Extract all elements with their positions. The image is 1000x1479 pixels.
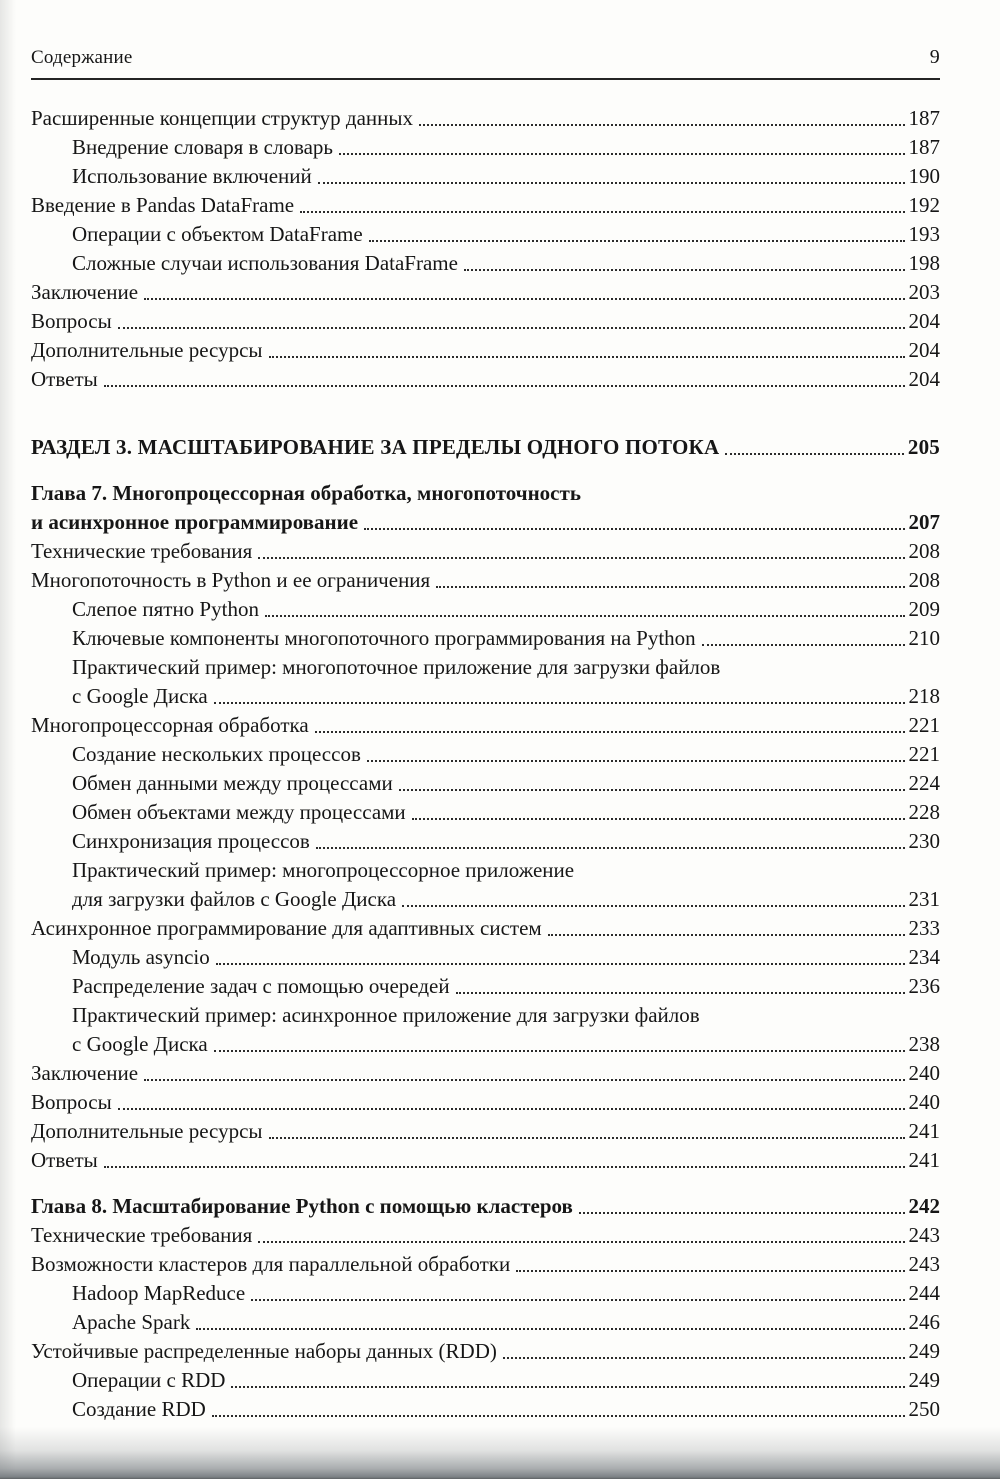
entry-title: Вопросы [31,309,112,333]
dot-leader [258,1241,904,1243]
entry-page-number: 230 [908,829,940,853]
toc-entry-line [31,566,940,595]
page-header [31,46,940,80]
entry-page-number: 187 [908,106,940,130]
entry-title: Введение в Pandas DataFrame [31,193,295,217]
toc-entry-line [31,711,940,740]
toc-entry [31,307,940,336]
toc-entry-line [72,827,940,856]
entry-page-number: 238 [908,1032,940,1056]
page-header-title: Содержание [31,47,133,68]
toc-entry-line [31,336,940,365]
toc-entry-line [31,479,940,508]
toc-entry [31,220,940,249]
entry-page-number: 209 [908,597,940,621]
dot-leader [369,240,905,242]
toc-entry-line [72,653,940,682]
entry-page-number: 240 [908,1090,940,1114]
dot-leader [516,1270,904,1272]
entry-title: Многопроцессорная обработка [31,713,309,737]
dot-leader [579,1212,905,1214]
toc-entry [31,711,940,740]
dot-leader [464,269,905,271]
entry-title: Устойчивые распределенные наборы данных (RDD) [31,1339,497,1363]
toc-entry [31,1146,940,1175]
toc-entry [31,1308,940,1337]
toc-entry-line [31,1192,940,1221]
toc-entry-line [72,856,940,885]
entry-page-number: 249 [908,1368,940,1392]
entry-title: Сложные случаи использования DataFrame [72,251,458,275]
toc-entry-line [31,365,940,394]
entry-page-number: 205 [907,435,940,459]
entry-page-number: 192 [908,193,940,217]
toc-entry [31,1337,940,1366]
entry-title: Практический пример: многопоточное приложение для загрузки файлов [72,655,721,679]
toc-entry-line [31,1337,940,1366]
entry-page-number: 250 [908,1397,940,1421]
entry-title: Использование включений [72,164,312,188]
toc-entry-line [31,191,940,220]
entry-page-number: 193 [908,222,940,246]
entry-title: Заключение [31,280,139,304]
entry-page-number: 241 [908,1148,940,1172]
dot-leader [104,1166,905,1168]
toc-entry [31,1059,940,1088]
scan-shadow [0,1427,1000,1479]
toc-entry [31,479,940,537]
entry-page-number: 242 [908,1194,940,1218]
toc-entry [31,769,940,798]
toc-entry [31,1192,940,1221]
toc-entry [31,1088,940,1117]
entry-title: Распределение задач с помощью очередей [72,974,450,998]
dot-leader [548,934,905,936]
entry-page-number: 241 [908,1119,940,1143]
entry-page-number: 208 [908,539,940,563]
toc-entry [31,133,940,162]
toc-entry [31,566,940,595]
toc-entry-line [72,162,940,191]
entry-page-number: 208 [908,568,940,592]
toc-entry-line [72,682,940,711]
entry-page-number: 240 [908,1061,940,1085]
dot-leader [214,702,905,704]
entry-title: Технические требования [31,539,253,563]
dot-leader [216,963,905,965]
toc-entry-line [72,943,940,972]
dot-leader [725,453,904,455]
dot-leader [214,1050,905,1052]
dot-leader [318,182,905,184]
table-of-contents [31,104,940,1424]
dot-leader [315,731,905,733]
entry-title: Глава 8. Масштабирование Python с помощью кластеров [31,1194,573,1218]
toc-entry [31,798,940,827]
toc-entry [31,433,940,462]
entry-title: Слепое пятно Python [72,597,259,621]
toc-entry-line [31,104,940,133]
dot-leader [265,615,905,617]
toc-entry-line [72,1395,940,1424]
dot-leader [702,644,905,646]
entry-page-number: 228 [908,800,940,824]
toc-entry [31,278,940,307]
toc-entry [31,914,940,943]
entry-page-number: 190 [908,164,940,188]
dot-leader [300,211,904,213]
entry-page-number: 243 [908,1252,940,1276]
entry-title: Hadoop MapReduce [72,1281,246,1305]
entry-title: РАЗДЕЛ 3. МАСШТАБИРОВАНИЕ ЗА ПРЕДЕЛЫ ОДНОГО ПОТОКА [31,435,720,459]
entry-title: Глава 7. Многопроцессорная обработка, многопоточность [31,481,581,505]
entry-title: Заключение [31,1061,139,1085]
toc-entry-line [72,220,940,249]
toc-entry [31,1279,940,1308]
dot-leader [316,847,905,849]
dot-leader [436,586,904,588]
entry-title: Создание RDD [72,1397,206,1421]
toc-entry [31,1366,940,1395]
toc-entry-line [72,1308,940,1337]
toc-entry [31,1221,940,1250]
entry-page-number: 204 [908,338,940,362]
toc-entry-line [72,1001,940,1030]
entry-page-number: 249 [908,1339,940,1363]
entry-title: Модуль asyncio [72,945,210,969]
dot-leader [144,1079,904,1081]
toc-entry [31,624,940,653]
toc-entry-line [72,1366,940,1395]
dot-leader [269,1137,905,1139]
dot-leader [456,992,905,994]
entry-title: Синхронизация процессов [72,829,310,853]
entry-title: Асинхронное программирование для адаптивных систем [31,916,542,940]
dot-leader [399,789,905,791]
dot-leader [402,905,904,907]
toc-entry-line [31,1146,940,1175]
toc-entry [31,856,940,914]
entry-page-number: 221 [908,713,940,737]
entry-page-number: 207 [908,510,940,534]
entry-title: Операции с RDD [72,1368,226,1392]
entry-page-number: 244 [908,1281,940,1305]
toc-entry-line [31,537,940,566]
toc-entry [31,943,940,972]
toc-entry-line [72,798,940,827]
dot-leader [231,1386,904,1388]
toc-entry-line [31,914,940,943]
entry-title: Обмен объектами между процессами [72,800,406,824]
dot-leader [118,1108,905,1110]
dot-leader [212,1415,905,1417]
entry-page-number: 203 [908,280,940,304]
entry-title: с Google Диска [72,1032,208,1056]
toc-entry-line [72,624,940,653]
entry-title: Дополнительные ресурсы [31,338,263,362]
toc-entry [31,595,940,624]
dot-leader [104,385,905,387]
entry-title: Ключевые компоненты многопоточного программирования на Python [72,626,696,650]
header-page-number: 9 [929,46,940,68]
entry-title: для загрузки файлов с Google Диска [72,887,397,911]
entry-page-number: 210 [908,626,940,650]
entry-title: Практический пример: многопроцессорное приложение [72,858,575,882]
entry-title: с Google Диска [72,684,208,708]
entry-page-number: 234 [908,945,940,969]
toc-entry-line [72,769,940,798]
dot-leader [412,818,905,820]
entry-title: Практический пример: асинхронное приложение для загрузки файлов [72,1003,700,1027]
toc-entry [31,365,940,394]
dot-leader [118,327,905,329]
toc-entry [31,249,940,278]
entry-title: Обмен данными между процессами [72,771,393,795]
toc-entry-line [72,595,940,624]
toc-entry [31,162,940,191]
entry-page-number: 236 [908,974,940,998]
dot-leader [367,760,905,762]
dot-leader [503,1357,905,1359]
entry-title: Внедрение словаря в словарь [72,135,334,159]
toc-entry-line [31,1088,940,1117]
entry-title: Многопоточность в Python и ее ограничения [31,568,431,592]
toc-entry [31,972,940,1001]
toc-entry [31,537,940,566]
dot-leader [251,1299,904,1301]
entry-title: Возможности кластеров для параллельной обработки [31,1252,511,1276]
toc-entry [31,827,940,856]
toc-entry-line [31,1221,940,1250]
entry-title: Apache Spark [72,1310,191,1334]
entry-page-number: 221 [908,742,940,766]
dot-leader [364,528,904,530]
toc-entry-line [31,1117,940,1146]
toc-entry-line [72,249,940,278]
toc-entry-line [72,972,940,1001]
toc-entry-line [31,278,940,307]
entry-page-number: 224 [908,771,940,795]
entry-title: Создание нескольких процессов [72,742,361,766]
entry-page-number: 243 [908,1223,940,1247]
toc-entry-line [31,1250,940,1279]
entry-page-number: 218 [908,684,940,708]
dot-leader [269,356,905,358]
entry-title: Операции с объектом DataFrame [72,222,363,246]
toc-entry [31,740,940,769]
toc-entry-line [72,133,940,162]
entry-page-number: 198 [908,251,940,275]
entry-title: Вопросы [31,1090,112,1114]
toc-entry-line [31,433,940,462]
dot-leader [339,153,904,155]
toc-entry-line [72,1030,940,1059]
toc-entry [31,1395,940,1424]
toc-entry [31,1001,940,1059]
entry-title: Ответы [31,1148,98,1172]
toc-entry-line [31,307,940,336]
entry-title: и асинхронное программирование [31,510,359,534]
entry-page-number: 204 [908,309,940,333]
entry-title: Технические требования [31,1223,253,1247]
toc-entry-line [31,508,940,537]
toc-entry-line [72,740,940,769]
entry-page-number: 231 [908,887,940,911]
toc-entry [31,1250,940,1279]
toc-entry [31,653,940,711]
toc-entry [31,104,940,133]
toc-entry-line [72,1279,940,1308]
entry-page-number: 246 [908,1310,940,1334]
entry-title: Расширенные концепции структур данных [31,106,413,130]
entry-title: Ответы [31,367,98,391]
entry-page-number: 233 [908,916,940,940]
toc-entry-line [31,1059,940,1088]
dot-leader [144,298,904,300]
entry-page-number: 204 [908,367,940,391]
entry-title: Дополнительные ресурсы [31,1119,263,1143]
toc-entry [31,336,940,365]
dot-leader [258,557,904,559]
entry-page-number: 187 [908,135,940,159]
toc-entry [31,1117,940,1146]
toc-entry [31,191,940,220]
toc-entry-line [72,885,940,914]
dot-leader [419,124,905,126]
dot-leader [196,1328,904,1330]
